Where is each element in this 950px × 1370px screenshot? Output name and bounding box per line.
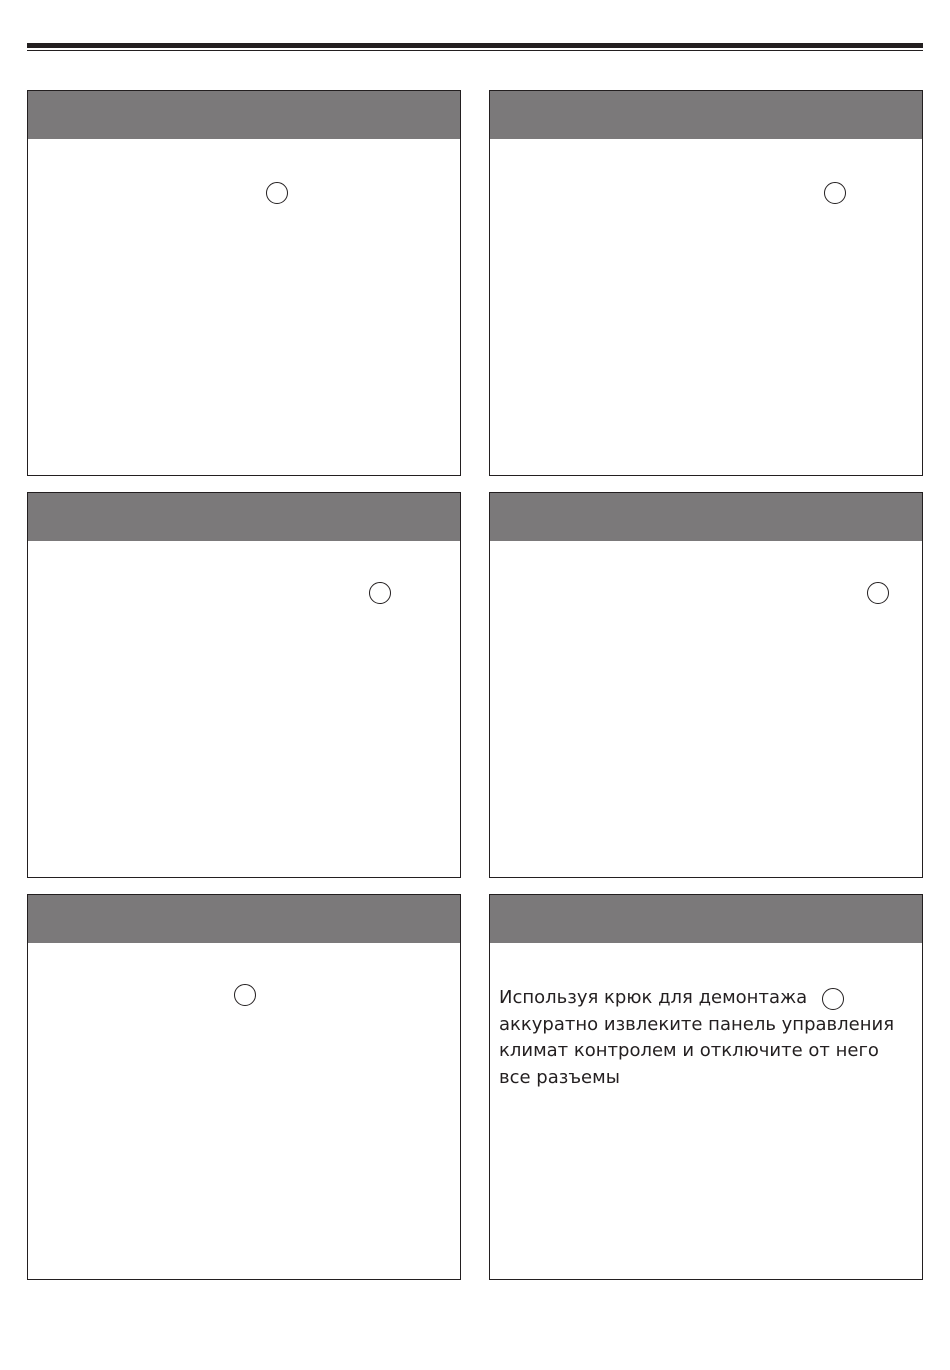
step-instruction-text: [499, 985, 909, 1091]
circle-callout-icon: [867, 582, 889, 604]
circle-callout-icon: [824, 182, 846, 204]
instruction-line-2: аккуратно извлеките панель управления: [499, 1013, 895, 1035]
instruction-line-4: все разъемы: [499, 1066, 620, 1088]
panel-header: [28, 895, 460, 943]
panel-header: [490, 895, 922, 943]
panel-header: [28, 493, 460, 541]
panel-header: [28, 91, 460, 139]
circle-callout-icon: [369, 582, 391, 604]
top-rule-thin: [27, 50, 923, 51]
circle-callout-icon: [822, 988, 844, 1010]
step-panel-6: [489, 894, 923, 1280]
step-panel-2: [489, 90, 923, 476]
step-panel-1: [27, 90, 461, 476]
panel-header: [490, 493, 922, 541]
step-panel-5: [27, 894, 461, 1280]
instruction-line-3: климат контролем и отключите от него: [499, 1040, 879, 1061]
panel-header: [490, 91, 922, 139]
circle-callout-icon: [266, 182, 288, 204]
step-panel-4: [489, 492, 923, 878]
step-panel-3: [27, 492, 461, 878]
circle-callout-icon: [234, 984, 256, 1006]
instruction-line-1: Используя крюк для демонтажа: [499, 987, 808, 1008]
top-rule-thick: [27, 43, 923, 48]
